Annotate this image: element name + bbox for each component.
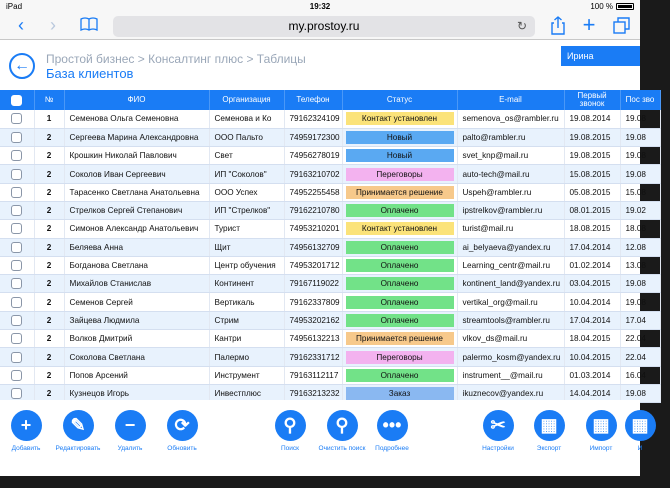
table-row[interactable]	[0, 220, 660, 238]
row-checkbox[interactable]	[0, 147, 34, 165]
client-name: Стрелков Сергей Степанович	[64, 201, 209, 219]
table-row[interactable]	[0, 330, 660, 348]
client-org: Центр обучения	[209, 256, 284, 274]
status-bar	[0, 0, 640, 12]
row-checkbox[interactable]	[0, 330, 34, 348]
client-name: Беляева Анна	[64, 238, 209, 256]
first-call-date: 18.08.2015	[564, 220, 620, 238]
battery-percent: 100 %	[590, 1, 613, 11]
client-name: Волков Дмитрий	[64, 330, 209, 348]
last-call-date: 16.04	[620, 366, 660, 384]
status-badge: Переговоры	[346, 351, 454, 364]
first-call-date: 05.08.2015	[564, 183, 620, 201]
last-call-date: 13.08	[620, 256, 660, 274]
client-phone: 74959172300	[284, 128, 342, 146]
client-phone: 74952255458	[284, 183, 342, 201]
client-org: Континент	[209, 275, 284, 293]
row-checkbox[interactable]	[0, 256, 34, 274]
plus-icon: +	[11, 410, 42, 441]
toolbar-label: Экспорт	[536, 445, 562, 452]
first-call-date: 19.08.2015	[564, 128, 620, 146]
status-badge: Переговоры	[346, 168, 454, 181]
row-number: 2	[34, 366, 64, 384]
battery-icon	[616, 3, 634, 10]
col-first-call[interactable]: Первый звонок	[564, 90, 620, 110]
export-icon: ▦	[534, 410, 565, 441]
client-phone: 79162210780	[284, 201, 342, 219]
row-checkbox[interactable]	[0, 201, 34, 219]
client-email: ai_belyaeva@yandex.ru	[457, 238, 564, 256]
row-checkbox[interactable]	[0, 348, 34, 366]
client-email: palto@rambler.ru	[457, 128, 564, 146]
col-number[interactable]: №	[34, 90, 64, 110]
row-number: 2	[34, 220, 64, 238]
client-name: Зайцева Людмила	[64, 311, 209, 329]
device-label: iPad	[6, 1, 23, 11]
row-checkbox[interactable]	[0, 366, 34, 384]
last-call-date: 19.08	[620, 147, 660, 165]
client-phone: 79167119022	[284, 275, 342, 293]
table-row[interactable]	[0, 110, 660, 128]
row-checkbox[interactable]	[0, 311, 34, 329]
status-badge: Новый	[346, 131, 454, 144]
table-row[interactable]	[0, 311, 660, 329]
last-call-date: 19.08	[620, 384, 660, 402]
client-phone: 79162324109	[284, 110, 342, 128]
row-checkbox[interactable]	[0, 293, 34, 311]
first-call-date: 17.04.2014	[564, 238, 620, 256]
refresh-icon: ⟳	[167, 410, 198, 441]
client-name: Крошкин Николай Павлович	[64, 147, 209, 165]
toolbar-label: Подробнее	[375, 445, 409, 452]
forward-arrow-icon[interactable]: ›	[50, 15, 56, 35]
status-badge: Оплачено	[346, 204, 454, 217]
bottom-toolbar	[0, 400, 649, 476]
breadcrumb: Простой бизнес > Консалтинг плюс > Таблицы	[46, 52, 306, 66]
first-call-date: 01.03.2014	[564, 366, 620, 384]
table-row[interactable]	[0, 128, 660, 146]
page-header	[0, 40, 640, 86]
import-icon: ▦	[586, 410, 617, 441]
tabs-icon[interactable]	[610, 17, 632, 39]
first-call-date: 10.04.2015	[564, 348, 620, 366]
last-call-date: 22.04	[620, 348, 660, 366]
row-number: 2	[34, 165, 64, 183]
client-phone: 74953201712	[284, 256, 342, 274]
row-checkbox[interactable]	[0, 238, 34, 256]
search-icon: ⚲	[275, 410, 306, 441]
status-badge: Заказ	[346, 387, 454, 400]
toolbar-button-refresh[interactable]	[152, 410, 212, 452]
row-checkbox[interactable]	[0, 165, 34, 183]
row-number: 2	[34, 128, 64, 146]
first-call-date: 18.04.2015	[564, 330, 620, 348]
first-call-date: 14.04.2014	[564, 384, 620, 402]
col-phone[interactable]: Телефон	[284, 90, 342, 110]
client-name: Богданова Светлана	[64, 256, 209, 274]
client-org: Турист	[209, 220, 284, 238]
status-badge: Оплачено	[346, 277, 454, 290]
status-badge: Принимается решение	[346, 332, 454, 345]
client-phone: 74953210201	[284, 220, 342, 238]
client-org: ООО Пальто	[209, 128, 284, 146]
clear-search-icon: ⚲	[327, 410, 358, 441]
row-checkbox[interactable]	[0, 220, 34, 238]
client-email: semenova_os@rambler.ru	[457, 110, 564, 128]
client-org: ООО Успех	[209, 183, 284, 201]
client-name: Симонов Александр Анатольевич	[64, 220, 209, 238]
toolbar-label: Добавить	[11, 445, 41, 452]
status-badge: Новый	[346, 149, 454, 162]
client-email: ipstrelkov@rambler.ru	[457, 201, 564, 219]
status-badge: Принимается решение	[346, 186, 454, 199]
row-number: 2	[34, 311, 64, 329]
first-call-date: 17.04.2014	[564, 311, 620, 329]
row-checkbox[interactable]	[0, 110, 34, 128]
client-org: Кантри	[209, 330, 284, 348]
client-phone: 79162337809	[284, 293, 342, 311]
clock: 19:32	[309, 1, 331, 11]
last-call-date: 19.08	[620, 165, 660, 183]
status-badge: Оплачено	[346, 296, 454, 309]
last-call-date: 19.08	[620, 293, 660, 311]
client-email: palermo_kosm@yandex.ru	[457, 348, 564, 366]
client-org: Семенова и Ко	[209, 110, 284, 128]
client-email: instrument__@mail.ru	[457, 366, 564, 384]
client-name: Тарасенко Светлана Анатольевна	[64, 183, 209, 201]
table-row[interactable]	[0, 275, 660, 293]
browser-toolbar	[0, 12, 640, 40]
row-number: 1	[34, 110, 64, 128]
table-row[interactable]	[0, 183, 660, 201]
clients-table	[0, 90, 655, 399]
first-call-date: 15.08.2015	[564, 165, 620, 183]
pencil-icon: ✎	[63, 410, 94, 441]
toolbar-button-minus[interactable]	[100, 410, 160, 452]
client-org: ИП "Стрелков"	[209, 201, 284, 219]
bookmarks-icon[interactable]	[78, 17, 100, 35]
back-arrow-icon[interactable]: ‹	[18, 15, 24, 35]
last-call-date: 18.08	[620, 220, 660, 238]
address-bar[interactable]	[113, 16, 535, 37]
minus-icon: −	[115, 410, 146, 441]
url-text: my.prostoy.ru	[288, 19, 360, 33]
row-number: 2	[34, 147, 64, 165]
col-name[interactable]: ФИО	[64, 90, 209, 110]
row-number: 2	[34, 348, 64, 366]
toolbar-label: Удалить	[117, 445, 143, 452]
toolbar-label: И	[637, 445, 643, 452]
toolbar-button-export[interactable]	[519, 410, 579, 452]
settings-icon: ✂	[483, 410, 514, 441]
new-tab-icon[interactable]: +	[582, 12, 596, 37]
row-checkbox[interactable]	[0, 128, 34, 146]
row-number: 2	[34, 183, 64, 201]
first-call-date: 01.02.2014	[564, 256, 620, 274]
client-name: Кузнецов Игорь	[64, 384, 209, 402]
last-call-date: 19.08	[620, 110, 660, 128]
col-email[interactable]: E-mail	[457, 90, 564, 110]
toolbar-button-extra[interactable]	[610, 410, 670, 452]
toolbar-label: Очистить поиск	[318, 445, 366, 452]
row-number: 2	[34, 256, 64, 274]
client-name: Соколова Светлана	[64, 348, 209, 366]
client-email: svet_knp@mail.ru	[457, 147, 564, 165]
client-org: Инструмент	[209, 366, 284, 384]
row-number: 2	[34, 201, 64, 219]
status-badge: Контакт установлен	[346, 222, 454, 235]
client-email: Uspeh@rambler.ru	[457, 183, 564, 201]
client-org: Палермо	[209, 348, 284, 366]
first-call-date: 10.04.2014	[564, 293, 620, 311]
col-status[interactable]: Статус	[342, 90, 457, 110]
row-number: 2	[34, 330, 64, 348]
table-row[interactable]	[0, 165, 660, 183]
client-name: Сергеева Марина Александровна	[64, 128, 209, 146]
table-row[interactable]	[0, 147, 660, 165]
client-org: Свет	[209, 147, 284, 165]
reload-icon[interactable]: ↻	[516, 19, 527, 33]
share-icon[interactable]	[547, 16, 569, 40]
col-last-call[interactable]: Пос зво	[620, 90, 660, 110]
client-name: Семенов Сергей	[64, 293, 209, 311]
table-row[interactable]	[0, 366, 660, 384]
last-call-date: 22.04	[620, 330, 660, 348]
client-phone: 79163213232	[284, 384, 342, 402]
back-circle-icon[interactable]: ←	[9, 53, 35, 79]
table-row[interactable]	[0, 238, 660, 256]
client-name: Семенова Ольга Семеновна	[64, 110, 209, 128]
client-phone: 74956132213	[284, 330, 342, 348]
client-phone: 74953202162	[284, 311, 342, 329]
client-email: turist@mail.ru	[457, 220, 564, 238]
client-email: kontinent_land@yandex.ru	[457, 275, 564, 293]
client-name: Михайлов Станислав	[64, 275, 209, 293]
last-call-date: 12.08	[620, 238, 660, 256]
client-org: Стрим	[209, 311, 284, 329]
client-org: Щит	[209, 238, 284, 256]
row-number: 2	[34, 293, 64, 311]
table-row[interactable]	[0, 293, 660, 311]
toolbar-button-pencil[interactable]	[48, 410, 108, 452]
more-icon: •••	[377, 410, 408, 441]
client-email: auto-tech@mail.ru	[457, 165, 564, 183]
page-title: База клиентов	[46, 66, 134, 81]
table-row[interactable]	[0, 256, 660, 274]
toolbar-button-search[interactable]	[260, 410, 320, 452]
status-badge: Оплачено	[346, 259, 454, 272]
client-email: ikuznecov@yandex.ru	[457, 384, 564, 402]
status-badge: Оплачено	[346, 314, 454, 327]
status-badge: Контакт установлен	[346, 112, 454, 125]
client-phone: 74956132709	[284, 238, 342, 256]
client-phone: 79163210702	[284, 165, 342, 183]
client-name: Соколов Иван Сергеевич	[64, 165, 209, 183]
extra-icon: ▦	[625, 410, 656, 441]
client-phone: 79162331712	[284, 348, 342, 366]
row-number: 2	[34, 384, 64, 402]
col-org[interactable]: Организация	[209, 90, 284, 110]
client-name: Попов Арсений	[64, 366, 209, 384]
client-org: Вертикаль	[209, 293, 284, 311]
user-badge[interactable]: Ирина	[561, 46, 640, 66]
last-call-date: 19.02	[620, 201, 660, 219]
first-call-date: 08.01.2015	[564, 201, 620, 219]
row-checkbox[interactable]	[0, 183, 34, 201]
toolbar-label: Редактировать	[55, 445, 101, 452]
table-row[interactable]	[0, 201, 660, 219]
toolbar-label: Поиск	[280, 445, 299, 452]
first-call-date: 03.04.2015	[564, 275, 620, 293]
status-badge: Оплачено	[346, 369, 454, 382]
select-all-checkbox[interactable]	[0, 90, 34, 110]
last-call-date: 17.04	[620, 311, 660, 329]
client-org: ИП "Соколов"	[209, 165, 284, 183]
toolbar-label: Настройки	[482, 445, 514, 452]
toolbar-label: Импорт	[589, 445, 613, 452]
last-call-date: 15.08	[620, 183, 660, 201]
client-email: vertikal_org@mail.ru	[457, 293, 564, 311]
client-email: vlkov_ds@mail.ru	[457, 330, 564, 348]
last-call-date: 19.08	[620, 128, 660, 146]
last-call-date: 19.08	[620, 275, 660, 293]
client-org: Инвестплюс	[209, 384, 284, 402]
row-number: 2	[34, 238, 64, 256]
first-call-date: 19.08.2014	[564, 110, 620, 128]
client-phone: 74956278019	[284, 147, 342, 165]
client-phone: 79163112117	[284, 366, 342, 384]
status-badge: Оплачено	[346, 241, 454, 254]
table-row[interactable]	[0, 348, 660, 366]
row-checkbox[interactable]	[0, 275, 34, 293]
toolbar-label: Обновить	[167, 445, 197, 452]
first-call-date: 19.08.2015	[564, 147, 620, 165]
row-number: 2	[34, 275, 64, 293]
table-header	[0, 90, 660, 110]
client-email: streamtools@rambler.ru	[457, 311, 564, 329]
toolbar-button-more[interactable]	[362, 410, 422, 452]
client-email: Learning_centr@mail.ru	[457, 256, 564, 274]
